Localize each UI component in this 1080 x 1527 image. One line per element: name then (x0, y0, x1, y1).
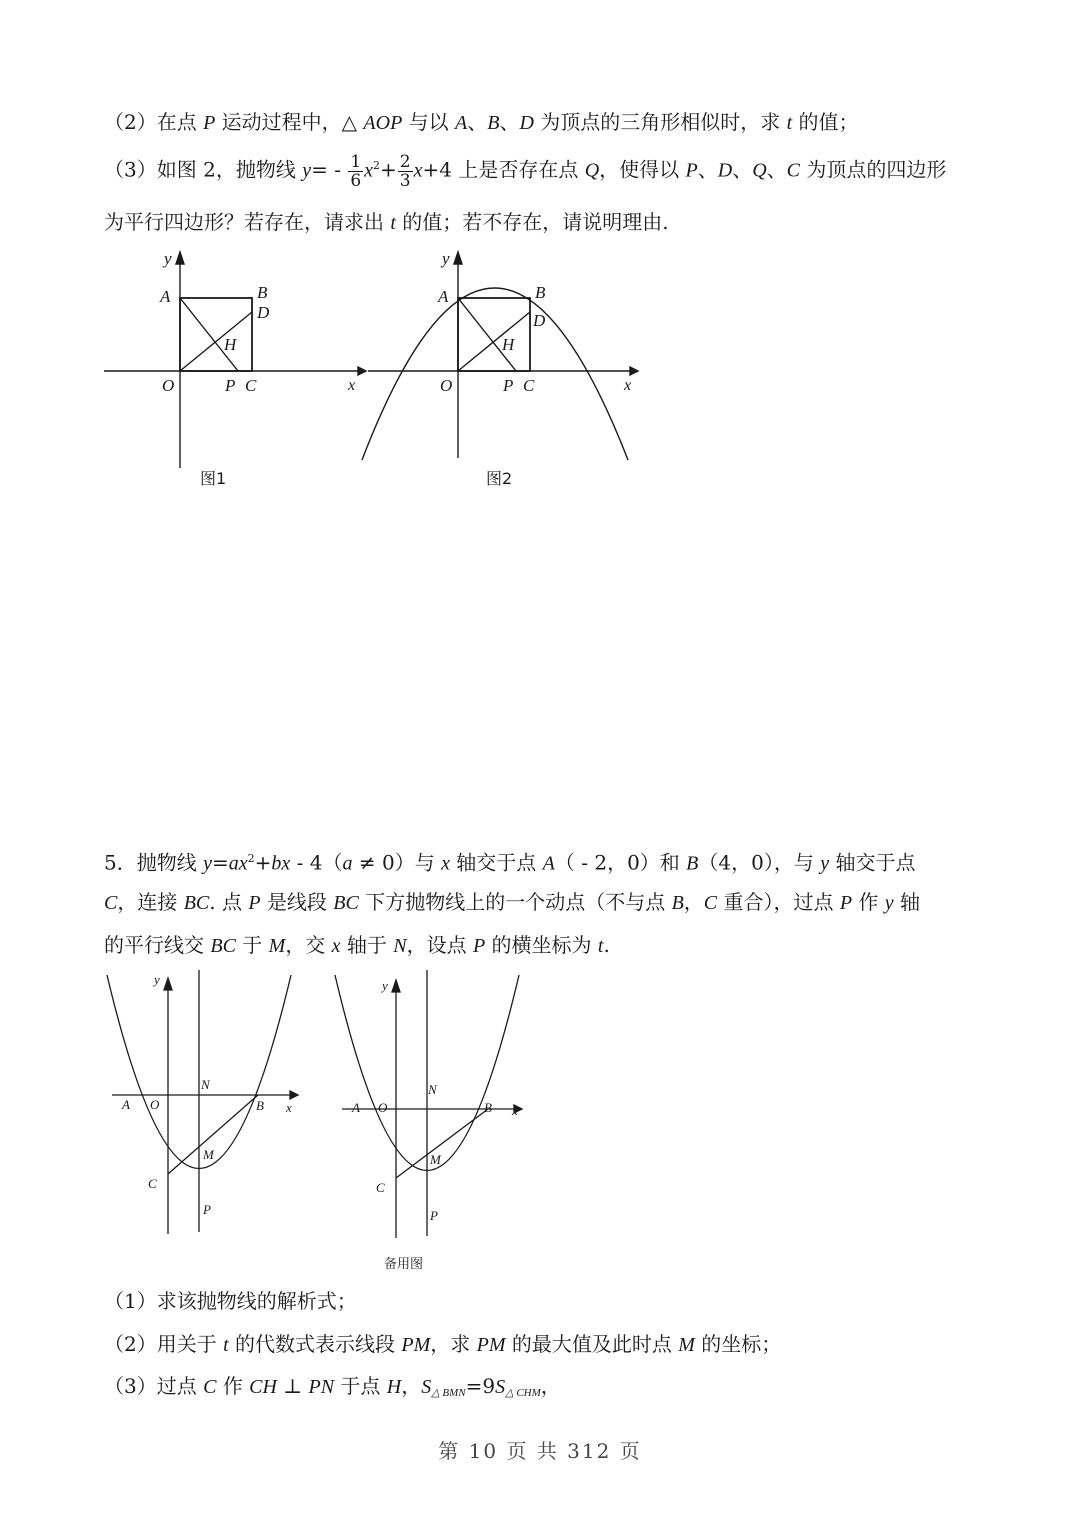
q5-line2: C，连接 BC. 点 P 是线段 BC 下方抛物线上的一个动点（不与点 B，C 重合），过点 P 作 y 轴 (104, 890, 921, 914)
label-A: A (438, 287, 449, 306)
label-P: P (203, 1202, 211, 1217)
label-D: D (533, 311, 546, 330)
x-axis-arrow (290, 1091, 298, 1099)
label-H: H (224, 335, 237, 354)
q5-part1: （1）求该抛物线的解析式； (104, 1289, 357, 1313)
square-OABC (458, 298, 530, 371)
label-P: P (503, 376, 514, 395)
label-x: x (624, 377, 632, 394)
q4-part3: （3）如图 2，抛物线 y= - $\frac{1}{6}$ $x^2+$ $\frac{2}{3}$ x+4 上是否存在点 Q，使得以 P、D、Q、C 为顶点的四边形 (104, 151, 947, 191)
label-A: A (352, 1100, 360, 1115)
label-N: N (428, 1082, 437, 1097)
q4-part2: （2）在点 P 运动过程中，△ AOP 与以 A、B、D 为顶点的三角形相似时，求 t 的值； (104, 110, 859, 134)
x-axis-arrow (630, 367, 638, 375)
y-axis-arrow (164, 978, 172, 990)
square-OABC (180, 298, 252, 371)
caption-backup-figure: 备用图 (384, 1257, 424, 1272)
q5-line1: 5．抛物线 $y=ax^2+bx - 4(a \ne 0)$与 x 轴交于点 A（ - 2，0）和 B（4，0），与 y 轴交于点 (104, 850, 916, 875)
q5-part3: （3）过点 C 作 CH ⊥ PN 于点 H，$S_{\triangle BMN}=9S_{\triangle CHM}$， (104, 1374, 561, 1399)
fraction-one-sixth: $\frac{1}{6}$ (350, 151, 362, 191)
label-O: O (150, 1097, 160, 1112)
label-P: P (225, 376, 236, 395)
label-C: C (148, 1176, 157, 1191)
label-y: y (382, 978, 388, 993)
label-H: H (502, 335, 515, 354)
label-A: A (160, 287, 171, 306)
label-B: B (256, 1098, 264, 1113)
label-B: B (257, 283, 268, 302)
caption-fig2: 图2 (486, 469, 513, 488)
label-C: C (376, 1180, 385, 1195)
label-x: x (286, 1100, 292, 1115)
label-C: C (245, 376, 257, 395)
label-O: O (440, 376, 453, 395)
label-P: P (430, 1208, 438, 1223)
label-x: x (512, 1103, 518, 1118)
label-y: y (154, 972, 160, 987)
y-axis-arrow (176, 252, 184, 264)
caption-fig1: 图1 (200, 469, 227, 488)
page-footer: 第 10 页 共 312 页 (438, 1439, 642, 1463)
parabola (362, 288, 628, 460)
fraction-two-thirds: $\frac{2}{3}$ (399, 151, 411, 191)
q5-figure-1 (102, 970, 312, 1240)
label-M: M (430, 1152, 441, 1167)
label-x: x (348, 377, 356, 394)
segment-OD (458, 312, 530, 371)
y-axis-arrow (392, 980, 400, 992)
segment-OD (180, 312, 252, 371)
q4-figure-1 (100, 248, 380, 498)
y-axis-arrow (454, 252, 462, 264)
label-O: O (378, 1100, 388, 1115)
q4-part3-cont: 为平行四边形？若存在，请求出 t 的值；若不存在，请说明理由. (104, 210, 669, 234)
q5-part2: （2）用关于 t 的代数式表示线段 PM，求 PM 的最大值及此时点 M 的坐标； (104, 1332, 782, 1356)
q4-figure-2 (360, 248, 650, 498)
label-y: y (164, 249, 172, 268)
label-M: M (203, 1147, 214, 1162)
label-N: N (201, 1077, 210, 1092)
label-C: C (523, 376, 535, 395)
label-D: D (257, 303, 270, 322)
label-A: A (122, 1097, 130, 1112)
label-O: O (162, 376, 175, 395)
label-B: B (535, 283, 546, 302)
q5-figure-2 (332, 970, 542, 1270)
label-B: B (484, 1100, 492, 1115)
label-y: y (442, 249, 450, 268)
q5-line3: 的平行线交 BC 于 M，交 x 轴于 N，设点 P 的横坐标为 t. (104, 933, 610, 957)
